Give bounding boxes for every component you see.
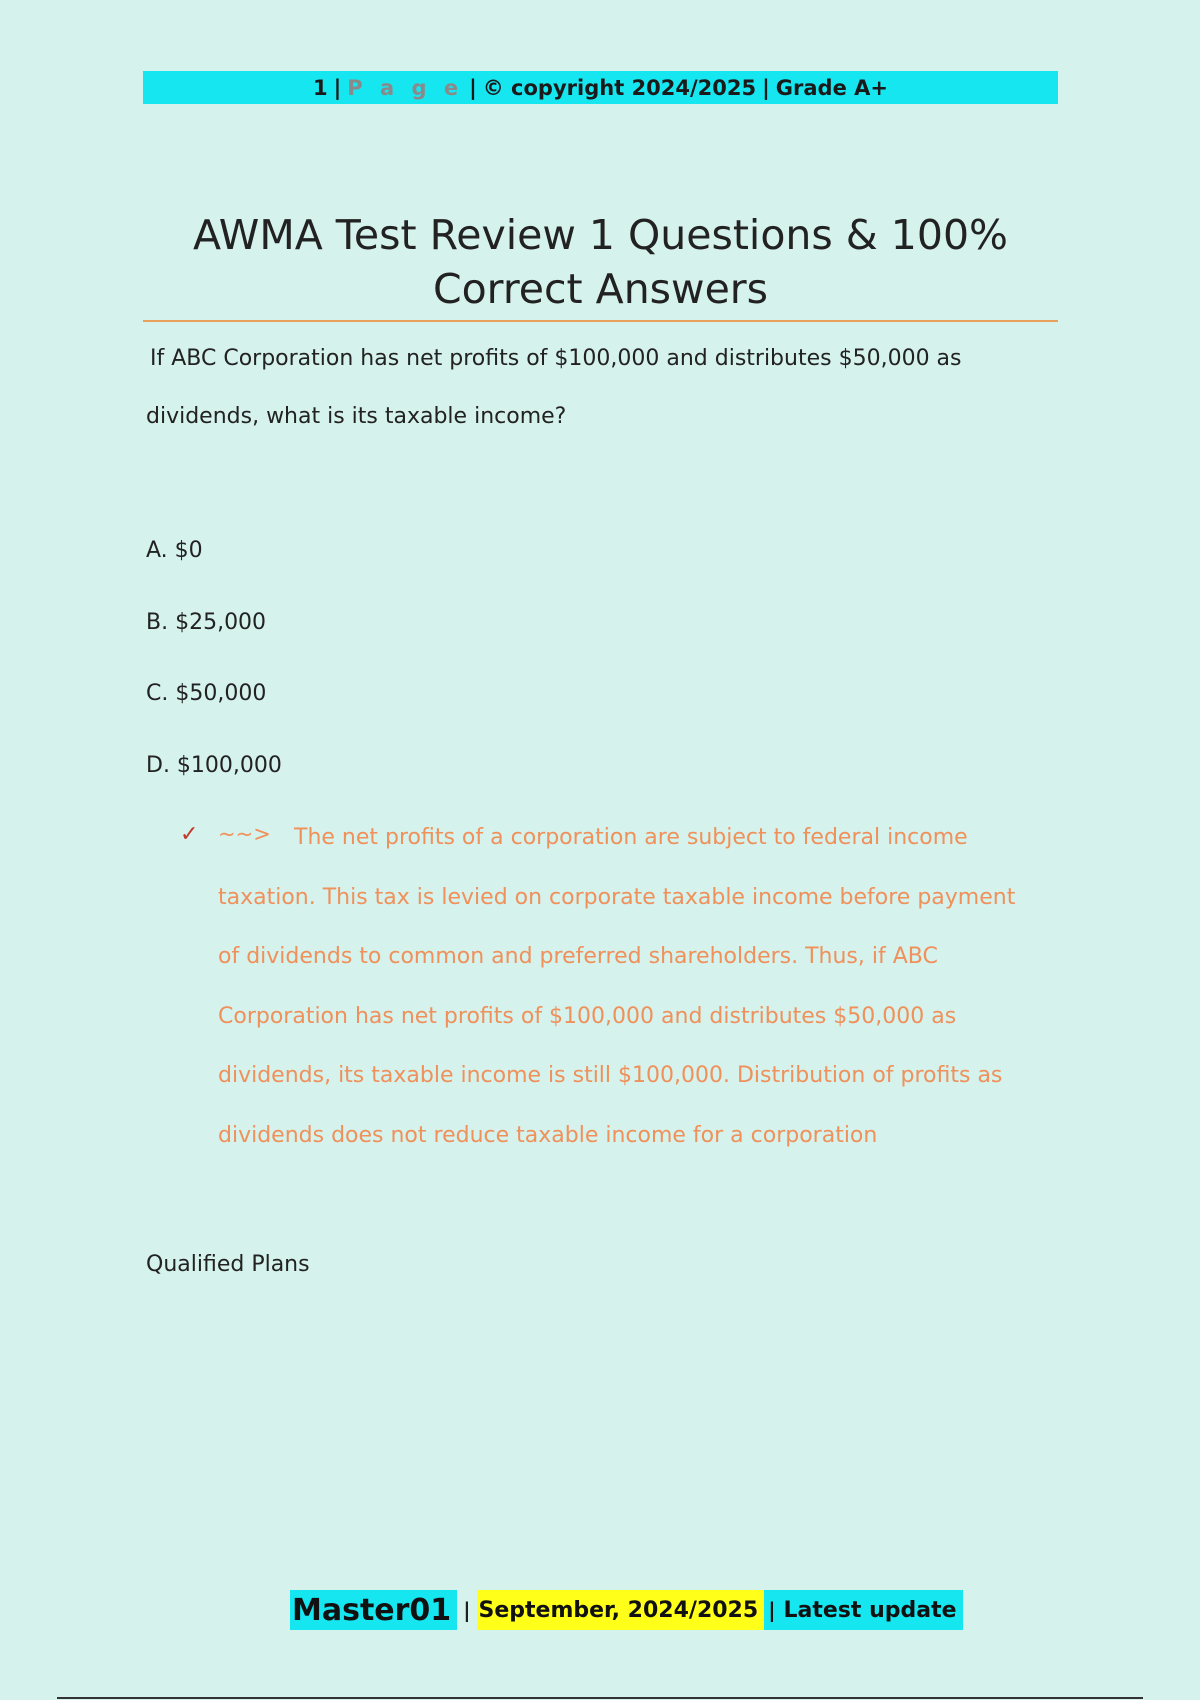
question-text [146,330,1026,446]
page-number: 1 [313,75,328,100]
footer-rule [57,1697,1143,1699]
footer-tag: Latest update [783,1597,957,1623]
document-title: AWMA Test Review 1 Questions & 100% Correct Answers [193,211,1008,313]
question-line: If ABC Corporation has net profits of $100,000 and distributes $50,000 as [150,346,962,371]
page-word: P a g e [347,75,464,100]
header-separator: | [762,75,770,100]
title-underline [143,320,1058,322]
footer-author: Master01 [290,1590,457,1630]
option-d: D. $100,000 [146,753,282,778]
question-line: dividends, what is its taxable income? [146,404,567,429]
next-section-title: Qualified Plans [146,1252,310,1277]
option-b: B. $25,000 [146,610,267,635]
copyright-text: © copyright 2024/2025 [482,75,757,100]
footer-tag-box [764,1590,962,1630]
footer-separator: | [463,1598,471,1622]
option-a: A. $0 [146,538,203,563]
grade-text: Grade A+ [775,75,888,100]
footer-separator: | [768,1598,776,1622]
header-separator: | [469,75,477,100]
answer-explanation: The net profits of a corporation are subject to federal income taxation. This tax is levied on corporate taxable income before payment of dividends to common and preferred shareholders. Thus, if ABC Corporation has net profits of $100,000 and distributes $50,000 as dividends, its taxable income is still $100,000. Distribution of profits as dividends does not reduce taxable income for a corporation [218,825,1016,1148]
page-header [143,71,1058,104]
page-footer [290,1590,963,1630]
arrow-marker: ~~> [218,822,271,846]
check-icon: ✓ [180,822,199,847]
footer-date: September, 2024/2025 [477,1590,765,1630]
header-separator: | [333,75,342,100]
option-c: C. $50,000 [146,681,267,706]
